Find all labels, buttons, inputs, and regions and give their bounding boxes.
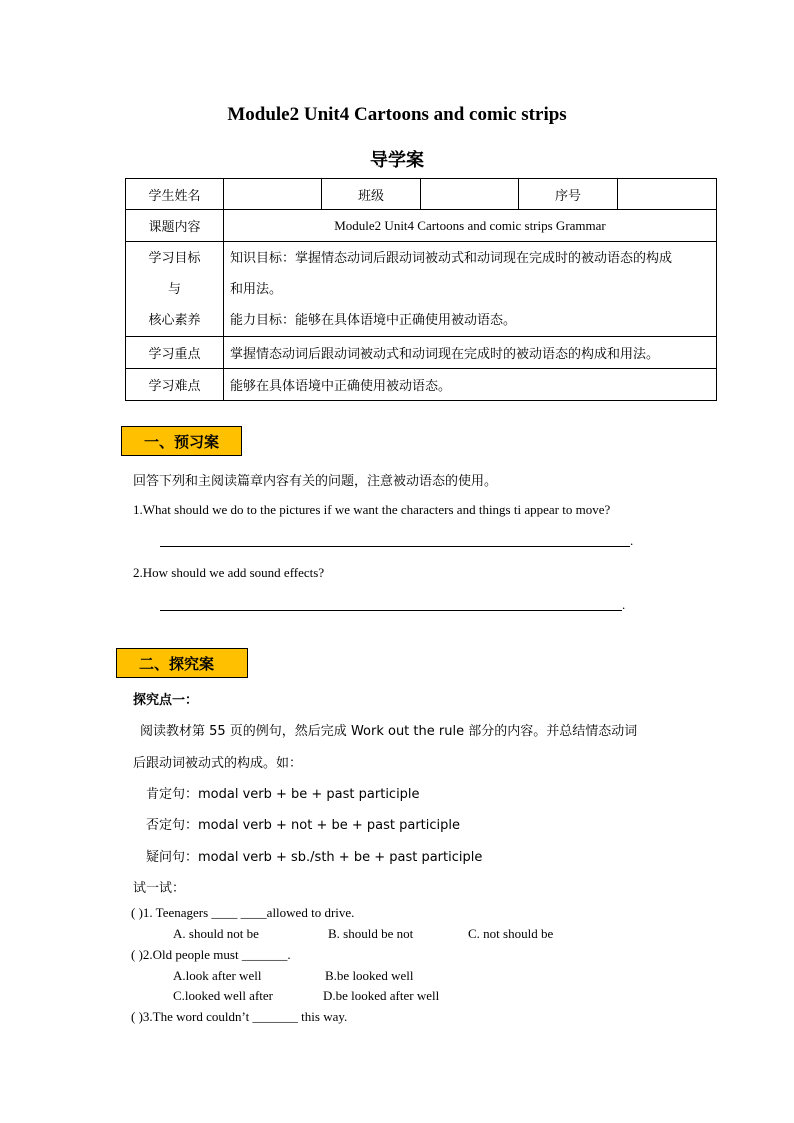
rule-question: 疑问句：modal verb + sb./sth + be + past participle [146,850,483,865]
seat-label: 序号 [519,179,618,210]
goal-knowledge-line1: 知识目标：掌握情态动词后跟动词被动式和动词现在完成时的被动语态的构成 [230,250,673,266]
explore-intro-line2: 后跟动词被动式的构成。如： [133,756,303,771]
goal-label-line2: 与 [167,281,181,297]
goal-label [126,242,224,337]
document-title: Module2 Unit4 Cartoons and comic strips [227,104,567,125]
goal-knowledge-line2: 和用法。 [230,281,283,297]
exercise-2-stem: ( )2.Old people must _______. [131,947,291,962]
answer-line-1[interactable] [160,546,630,547]
key-label: 学习重点 [126,337,224,369]
exercise-2-option-a[interactable]: A.look after well [173,968,262,983]
document-subtitle: 导学案 [370,150,424,171]
section1-instruction: 回答下列和主阅读篇章内容有关的问题，注意被动语态的使用。 [133,474,498,489]
question-1: 1.What should we do to the pictures if we want the characters and things ti appear to move? [133,502,611,517]
student-name-field[interactable] [224,179,322,210]
topic-value: Module2 Unit4 Cartoons and comic strips Grammar [224,210,717,242]
exercise-2-option-d[interactable]: D.be looked after well [323,988,440,1003]
difficulty-value: 能够在具体语境中正确使用被动语态。 [224,369,717,401]
difficulty-label: 学习难点 [126,369,224,401]
goal-label-line1: 学习目标 [148,250,201,266]
rule-negative: 否定句：modal verb + not + be + past participle [146,818,460,833]
goal-value [224,242,717,337]
answer-line-2-end: . [622,597,626,612]
seat-field[interactable] [618,179,717,210]
explore-intro-line1: 阅读教材第 55 页的例句，然后完成 Work out the rule 部分的内容。并总结情态动词 [140,724,638,739]
class-label: 班级 [322,179,421,210]
student-name-label: 学生姓名 [126,179,224,210]
key-value: 掌握情态动词后跟动词被动式和动词现在完成时的被动语态的构成和用法。 [224,337,717,369]
section1-heading: 一、预习案 [121,426,242,456]
explore-point-title: 探究点一： [133,693,199,708]
try-label: 试一试： [133,881,186,896]
section2-heading: 二、探究案 [116,648,248,678]
topic-label: 课题内容 [126,210,224,242]
info-table [125,178,717,401]
answer-line-1-end: . [630,533,634,548]
goal-ability: 能力目标：能够在具体语境中正确使用被动语态。 [230,312,517,328]
goal-label-line3: 核心素养 [148,312,201,328]
rule-affirmative: 肯定句：modal verb + be + past participle [146,787,420,802]
exercise-2-option-b[interactable]: B.be looked well [325,968,414,983]
exercise-1-stem: ( )1. Teenagers ____ ____allowed to drive. [131,905,355,920]
exercise-1-option-a[interactable]: A. should not be [173,926,259,941]
question-2: 2.How should we add sound effects? [133,565,325,580]
exercise-3-stem: ( )3.The word couldn’t _______ this way. [131,1009,348,1024]
exercise-1-option-c[interactable]: C. not should be [468,926,554,941]
answer-line-2[interactable] [160,610,622,611]
exercise-2-option-c[interactable]: C.looked well after [173,988,273,1003]
exercise-1-option-b[interactable]: B. should be not [328,926,414,941]
class-field[interactable] [421,179,519,210]
